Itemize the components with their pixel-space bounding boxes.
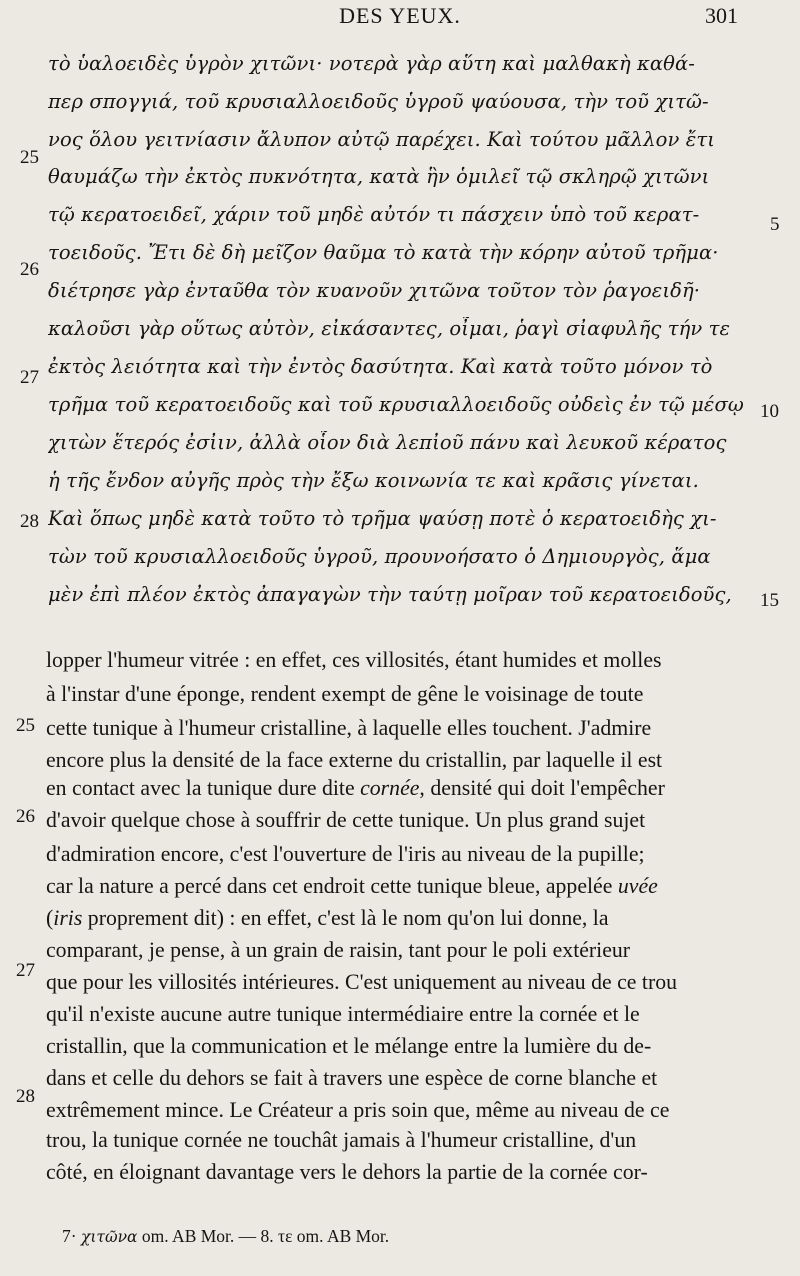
french-line: que pour les villosités intérieures. C'est uniquement au niveau de ce trou <box>46 970 678 994</box>
greek-line: θαυμάζω τὴν ἐκτὸς πυκνότητα, κατὰ ἣν ὁμιλεῖ τῷ σκληρῷ χιτῶνι <box>48 165 710 188</box>
french-line: lopper l'humeur vitrée : en effet, ces villosités, étant humides et molles <box>46 648 662 672</box>
italic-term: iris <box>53 906 83 930</box>
greek-line: τοειδοῦς. Ἔτι δὲ δὴ μεῖζον θαῦμα τὸ κατὰ τὴν κόρην αὐτοῦ τρῆμα· <box>48 241 719 264</box>
greek-line: μὲν ἐπὶ πλέον ἐκτὸς ἀπαγαγὼν τὴν ταύτῃ μοῖραν τοῦ κερατοειδοῦς, <box>48 583 732 606</box>
french-line: cette tunique à l'humeur cristalline, à laquelle elles touchent. J'admire <box>46 716 652 740</box>
greek-line: τρῆμα τοῦ κερατοειδοῦς καὶ τοῦ κρυσιαλλοειδοῦς οὐδεὶς ἐν τῷ μέσῳ <box>48 393 744 416</box>
french-line: dans et celle du dehors se fait à travers une espèce de corne blanche et <box>46 1066 658 1090</box>
greek-chapter-number: 27 <box>20 367 39 388</box>
greek-chapter-number: 26 <box>20 259 39 280</box>
greek-line: τῷ κερατοειδεῖ, χάριν τοῦ μηδὲ αὐτόν τι πάσχειν ὑπὸ τοῦ κερατ- <box>48 203 700 226</box>
french-line: cristallin, que la communication et le mélange entre la lumière du de- <box>46 1034 652 1058</box>
page-number: 301 <box>705 3 738 28</box>
french-line: car la nature a percé dans cet endroit cette tunique bleue, appelée uvée <box>46 874 658 898</box>
french-line: en contact avec la tunique dure dite cornée, densité qui doit l'empêcher <box>46 776 665 800</box>
french-line: (iris proprement dit) : en effet, c'est là le nom qu'on lui donne, la <box>46 906 609 930</box>
greek-line: ἐκτὸς λειότητα καὶ τὴν ἐντὸς δασύτητα. Καὶ κατὰ τοῦτο μόνον τὸ <box>48 355 713 378</box>
french-line: d'admiration encore, c'est l'ouverture de l'iris au niveau de la pupille; <box>46 842 645 866</box>
french-line: extrêmement mince. Le Créateur a pris soin que, même au niveau de ce <box>46 1098 670 1122</box>
french-chapter-number: 25 <box>16 715 35 736</box>
french-chapter-number: 26 <box>16 806 35 827</box>
greek-chapter-number: 28 <box>20 511 39 532</box>
french-line: à l'instar d'une éponge, rendent exempt de gêne le voisinage de toute <box>46 682 644 706</box>
french-chapter-number: 27 <box>16 960 35 981</box>
greek-line-number: 15 <box>760 590 779 611</box>
italic-term: cornée <box>360 776 420 800</box>
french-line: trou, la tunique cornée ne touchât jamais à l'humeur cristalline, d'un <box>46 1128 637 1152</box>
french-line: côté, en éloignant davantage vers le dehors la partie de la cornée cor- <box>46 1160 648 1184</box>
greek-line: ἡ τῆς ἔνδον αὐγῆς πρὸς τὴν ἔξω κοινωνία τε καὶ κρᾶσις γίνεται. <box>48 469 699 492</box>
greek-line: περ σπογγιά, τοῦ κρυσιαλλοειδοῦς ὑγροῦ ψαύουσα, τὴν τοῦ χιτῶ- <box>48 90 709 113</box>
greek-lemma: χιτῶνα <box>80 1228 138 1246</box>
italic-term: uvée <box>617 874 658 898</box>
french-line: d'avoir quelque chose à souffrir de cette tunique. Un plus grand sujet <box>46 808 646 832</box>
french-line: encore plus la densité de la face externe du cristallin, par laquelle il est <box>46 748 663 772</box>
french-chapter-number: 28 <box>16 1086 35 1107</box>
greek-line: τὼν τοῦ κρυσιαλλοειδοῦς ὑγροῦ, προυνοήσατο ὁ Δημιουργὸς, ἅμα <box>48 545 711 568</box>
greek-line: καλοῦσι γὰρ οὕτως αὐτὸν, εἰκάσαντες, οἶμαι, ῥαγὶ σἰαφυλῆς τήν τε <box>48 317 731 340</box>
greek-line: χιτὼν ἕτερός ἐσἰιν, ἀλλὰ οἷον διὰ λεπἰοῦ πάνυ καὶ λευκοῦ κέρατος <box>48 431 727 454</box>
french-line: qu'il n'existe aucune autre tunique intermédiaire entre la cornée et le <box>46 1002 640 1026</box>
french-line: comparant, je pense, à un grain de raisin, tant pour le poli extérieur <box>46 938 631 962</box>
greek-line: νος ὅλου γειτνίασιν ἄλυπον αὐτῷ παρέχει. Καὶ τούτου μᾶλλον ἔτι <box>48 128 715 151</box>
running-header-title: DES YEUX. <box>339 3 461 28</box>
greek-line: διέτρησε γὰρ ἐνταῦθα τὸν κυανοῦν χιτῶνα τοῦτον τὸν ῥαγοειδῆ· <box>48 279 701 302</box>
greek-line-number: 5 <box>770 214 780 235</box>
greek-chapter-number: 25 <box>20 147 39 168</box>
greek-line-number: 10 <box>760 401 779 422</box>
greek-line: τὸ ὑαλοειδὲς ὑγρὸν χιτῶνι· νοτερὰ γὰρ αὕτη καὶ μαλθακὴ καθά- <box>48 52 695 75</box>
greek-line: Καὶ ὅπως μηδὲ κατὰ τοῦτο τὸ τρῆμα ψαύσῃ ποτὲ ὁ κερατοειδὴς χι- <box>48 507 717 530</box>
critical-apparatus-footnote: 7· χιτῶνα om. AB Mor. — 8. τε om. AB Mor. <box>62 1226 390 1246</box>
